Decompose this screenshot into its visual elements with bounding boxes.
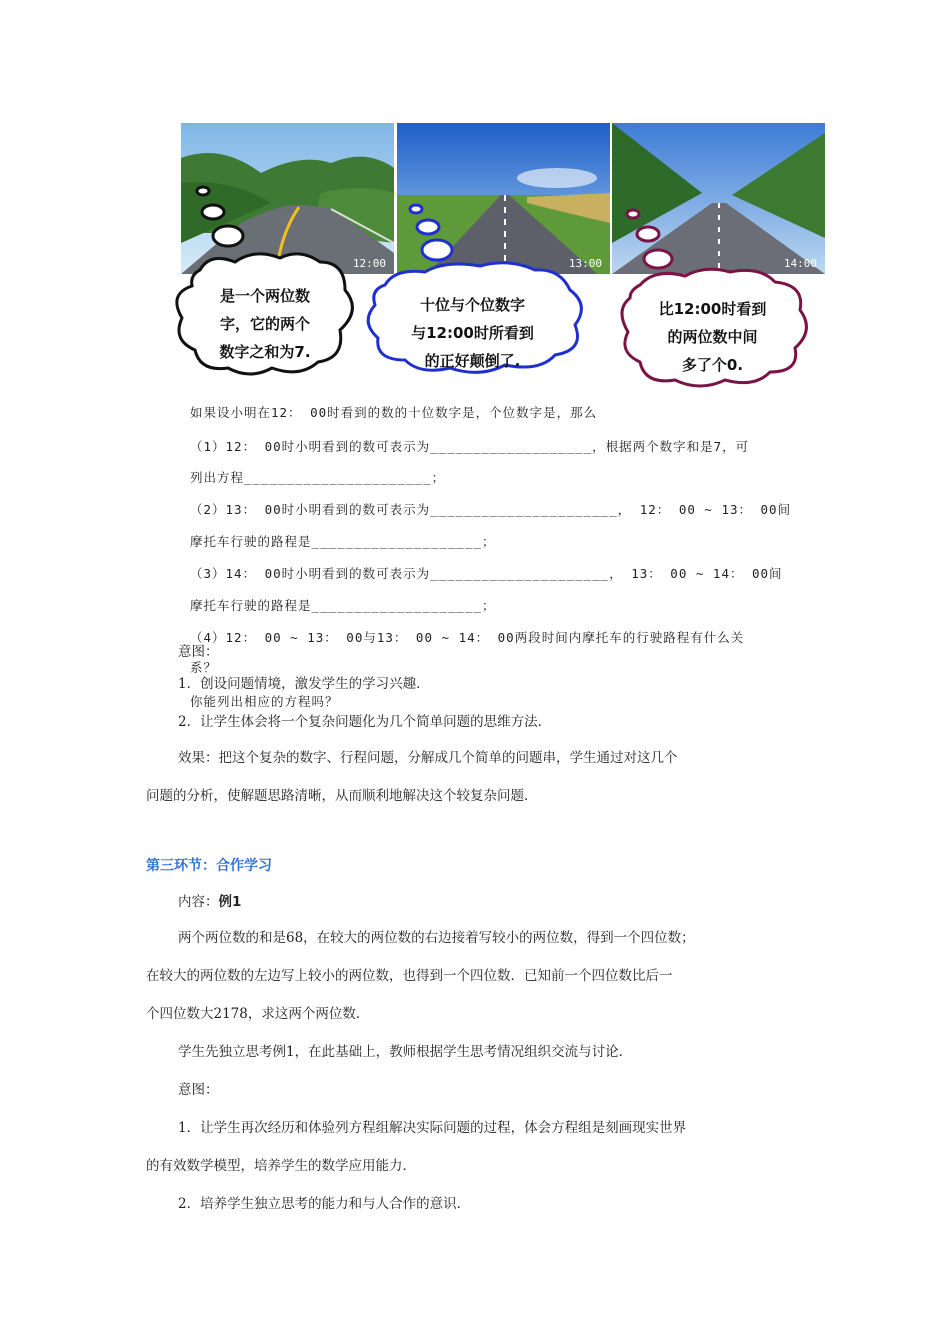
example-label: 例1 bbox=[218, 894, 242, 910]
bubble-line: 数字之和为7. bbox=[219, 343, 311, 361]
photo-clock: 14:00 bbox=[783, 257, 817, 270]
question-1-line-2: 列出方程______________________； bbox=[190, 470, 446, 485]
photo-clock: 12:00 bbox=[352, 257, 386, 270]
bubble-line: 的正好颠倒了. bbox=[424, 352, 521, 370]
intent-2-item-1-line-2: 的有效数学模型，培养学生的数学应用能力． bbox=[146, 1158, 416, 1174]
intent-label: 意图： bbox=[178, 644, 219, 660]
intent-item-1: 1．创设问题情境，激发学生的学习兴趣． bbox=[178, 676, 430, 692]
bubble-line: 是一个两位数 bbox=[219, 287, 310, 305]
bubble-line: 字，它的两个 bbox=[219, 315, 310, 333]
question-3-line-2: 摩托车行驶的路程是____________________； bbox=[190, 598, 496, 613]
bubble-line: 的两位数中间 bbox=[667, 328, 758, 346]
question-intro: 如果设小明在12： 00时看到的数的十位数字是，个位数字是，那么 bbox=[190, 405, 598, 420]
question-4-line-1: （4）12： 00 ~ 13： 00与13： 00 ~ 14： 00两段时间内摩托车的行驶路程有什么关 bbox=[190, 630, 745, 645]
bubble-line: 多了个0. bbox=[681, 356, 744, 374]
intent-item-2: 2．让学生体会将一个复杂问题化为几个简单问题的思维方法． bbox=[178, 714, 552, 730]
bubble-3-text bbox=[635, 295, 790, 379]
bubble-line: 与12:00时所看到 bbox=[411, 324, 534, 342]
content-line bbox=[178, 890, 241, 910]
example-line-2: 在较大的两位数的左边写上较小的两位数，也得到一个四位数．已知前一个四位数比后一 bbox=[146, 968, 673, 984]
bubble-line: 比12:00时看到 bbox=[658, 300, 767, 318]
bubble-line: 十位与个位数字 bbox=[419, 296, 525, 314]
intent-2-label: 意图： bbox=[178, 1082, 219, 1098]
question-2-line-1: （2）13： 00时小明看到的数可表示为______________________， 12： 00 ~ 13： 00间 bbox=[190, 502, 792, 517]
question-5: 你能列出相应的方程吗？ bbox=[190, 694, 339, 709]
section-heading: 第三环节：合作学习 bbox=[146, 858, 272, 874]
intent-2-item-2: 2．培养学生独立思考的能力和与人合作的意识． bbox=[178, 1196, 471, 1212]
question-4-line-2: 系？ bbox=[190, 660, 218, 675]
example-line-3: 个四位数大2178，求这两个两位数． bbox=[146, 1006, 370, 1022]
question-2-line-2: 摩托车行驶的路程是____________________； bbox=[190, 534, 496, 549]
intent-2-item-1-line-1: 1．让学生再次经历和体验列方程组解决实际问题的过程，体会方程组是刻画现实世界 bbox=[178, 1120, 687, 1136]
question-1-line-1: （1）12： 00时小明看到的数可表示为___________________，根据两个数字和是7，可 bbox=[190, 439, 750, 454]
think-line: 学生先独立思考例1，在此基础上，教师根据学生思考情况组织交流与讨论． bbox=[178, 1044, 633, 1060]
example-line-1: 两个两位数的和是68，在较大的两位数的右边接着写较小的两位数，得到一个四位数； bbox=[178, 930, 695, 946]
photo-clock: 13:00 bbox=[568, 257, 602, 270]
effect-line-2: 问题的分析，使解题思路清晰，从而顺利地解决这个较复杂问题． bbox=[146, 788, 538, 804]
content-label: 内容： bbox=[178, 894, 219, 910]
bubble-2-text bbox=[385, 291, 560, 375]
bubble-1-text bbox=[195, 282, 335, 366]
effect-line-1: 效果：把这个复杂的数字、行程问题，分解成几个简单的问题串，学生通过对这几个 bbox=[178, 750, 678, 766]
question-3-line-1: （3）14： 00时小明看到的数可表示为_____________________， 13： 00 ~ 14： 00间 bbox=[190, 566, 783, 581]
